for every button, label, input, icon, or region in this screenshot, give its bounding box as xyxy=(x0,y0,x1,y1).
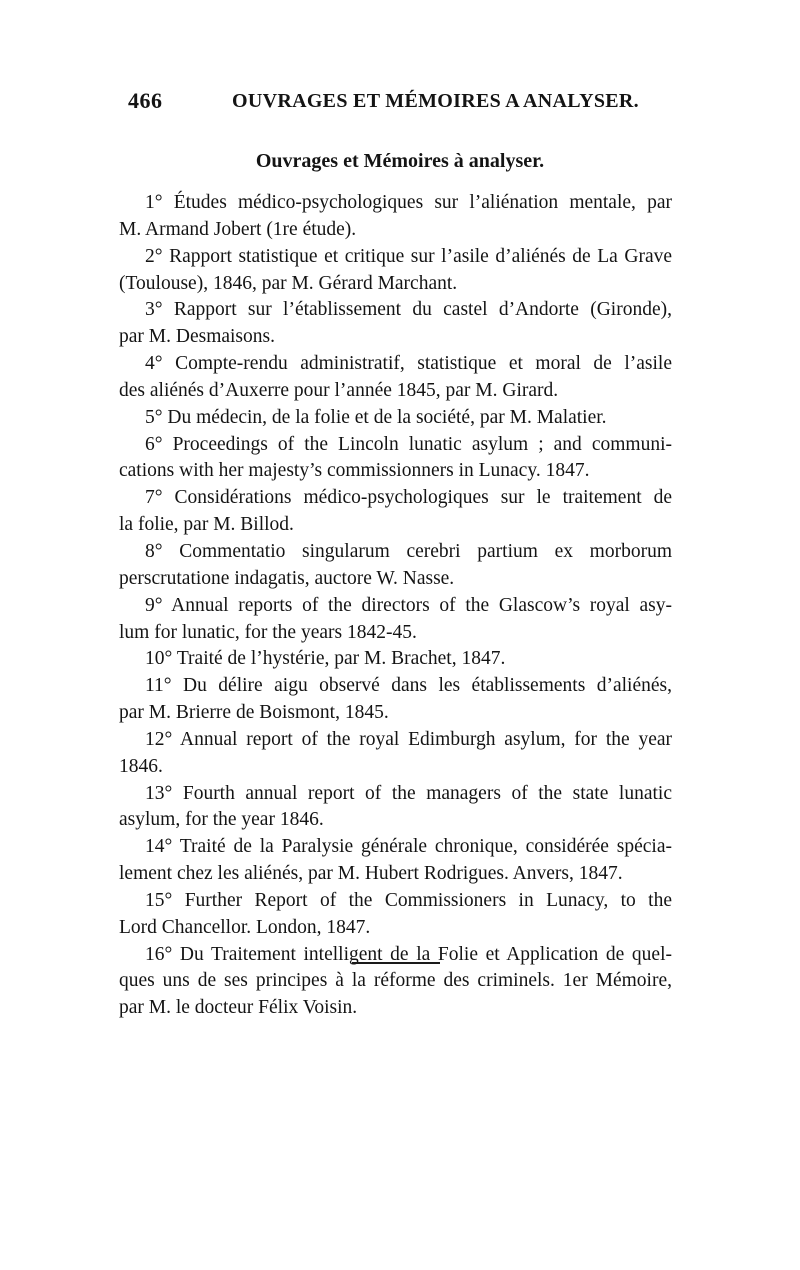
entry-line: 11° Du délire aigu observé dans les établissements d’aliénés, xyxy=(145,675,672,697)
entry-line: par M. le docteur Félix Voisin. xyxy=(119,997,358,1019)
entry-line: 13° Fourth annual report of the managers of the state lunatic xyxy=(145,782,672,804)
list-item xyxy=(119,432,672,486)
entry-line: la folie, par M. Billod. xyxy=(119,514,294,536)
entry-line: 15° Further Report of the Commissioners in Lunacy, to the xyxy=(145,889,672,911)
list-item xyxy=(119,888,672,942)
list-item xyxy=(119,405,672,432)
list-item xyxy=(119,539,672,593)
entry-line: 12° Annual report of the royal Edimburgh asylum, for the year xyxy=(145,728,672,750)
entry-line: par M. Brierre de Boismont, 1845. xyxy=(119,702,389,724)
list-item xyxy=(119,485,672,539)
list-item xyxy=(119,834,672,888)
entry-line: 4° Compte-rendu administratif, statistique et moral de l’asile xyxy=(145,353,672,375)
list-item xyxy=(119,593,672,647)
running-head xyxy=(128,88,672,118)
entry-line: 5° Du médecin, de la folie et de la société, par M. Malatier. xyxy=(145,406,607,428)
running-title: OUVRAGES ET MÉMOIRES A ANALYSER. xyxy=(232,90,639,112)
entry-line: M. Armand Jobert (1re étude). xyxy=(119,218,357,240)
entry-line: 14° Traité de la Paralysie générale chronique, considérée spécia- xyxy=(145,836,672,858)
list-item xyxy=(119,727,672,781)
list-item xyxy=(119,244,672,298)
entry-line: ques uns de ses principes à la réforme des criminels. 1er Mémoire, xyxy=(119,970,672,992)
entry-line: perscrutatione indagatis, auctore W. Nasse. xyxy=(119,567,455,589)
entry-line: par M. Desmaisons. xyxy=(119,326,275,348)
list-item xyxy=(119,351,672,405)
list-item xyxy=(119,297,672,351)
list-item xyxy=(119,646,672,673)
entry-line: lum for lunatic, for the years 1842-45. xyxy=(119,621,417,643)
entry-line: 1° Études médico-psychologiques sur l’aliénation mentale, par xyxy=(145,192,672,213)
entry-line: Lord Chancellor. London, 1847. xyxy=(119,916,371,938)
list-item xyxy=(119,190,672,244)
section-heading: Ouvrages et Mémoires à analyser. xyxy=(255,150,545,172)
entry-line: (Toulouse), 1846, par M. Gérard Marchant. xyxy=(119,272,458,294)
entry-list xyxy=(119,190,672,1022)
entry-line: 7° Considérations médico-psychologiques sur le traitement de xyxy=(145,487,672,509)
closing-rule xyxy=(352,962,440,964)
page-number: 466 xyxy=(128,88,163,113)
entry-line: cations with her majesty’s commissionners in Lunacy. 1847. xyxy=(119,460,590,482)
entry-line: asylum, for the year 1846. xyxy=(119,809,324,831)
entry-line: lement chez les aliénés, par M. Hubert Rodrigues. Anvers, 1847. xyxy=(119,863,623,885)
entry-line: 2° Rapport statistique et critique sur l’asile d’aliénés de La Grave xyxy=(145,245,672,267)
list-item xyxy=(119,942,672,1023)
entry-line: des aliénés d’Auxerre pour l’année 1845, par M. Girard. xyxy=(119,379,559,401)
entry-line: 6° Proceedings of the Lincoln lunatic asylum ; and communi- xyxy=(145,433,672,455)
entry-line: 3° Rapport sur l’établissement du castel d’Andorte (Gironde), xyxy=(145,299,672,321)
list-item xyxy=(119,673,672,727)
list-item xyxy=(119,781,672,835)
entry-line: 9° Annual reports of the directors of the Glascow’s royal asy- xyxy=(145,594,672,616)
entry-line: 10° Traité de l’hystérie, par M. Brachet, 1847. xyxy=(145,648,506,670)
entry-line: 16° Du Traitement intelligent de la Folie et Application de quel- xyxy=(145,943,672,965)
entry-line: 1846. xyxy=(119,755,163,777)
entry-line: 8° Commentatio singularum cerebri partium ex morborum xyxy=(145,540,672,562)
